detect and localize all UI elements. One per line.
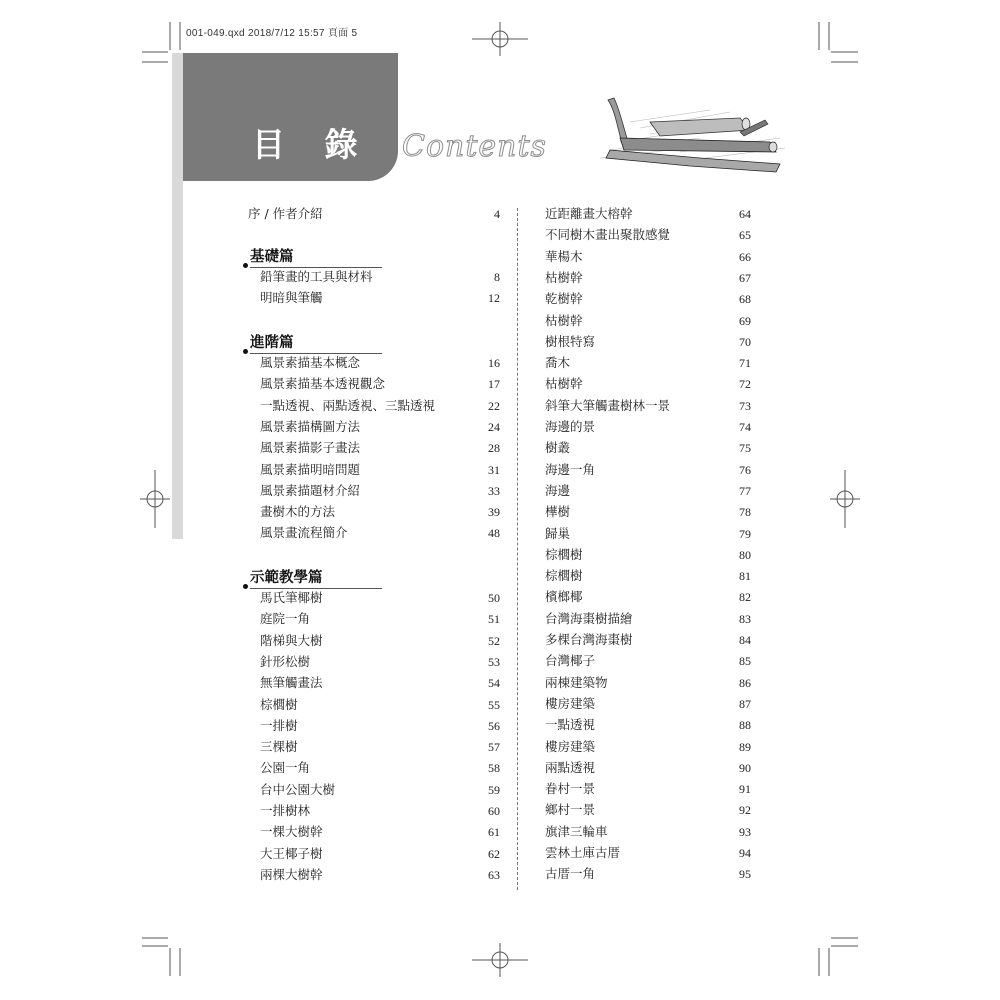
toc-entry-page: 12 [488,291,500,306]
toc-entry-page: 72 [739,377,751,392]
toc-entry-label: 多棵台灣海棗樹 [545,632,633,647]
toc-entry-label: 枯樹幹 [545,269,583,285]
toc-entry-page: 87 [739,696,751,711]
section-heading: 示範教學篇 [250,570,323,586]
column-divider [517,208,518,890]
toc-entry-label: 風景畫流程簡介 [260,525,348,541]
toc-entry-label: 華楊木 [545,248,583,264]
toc-entry-page: 91 [739,782,751,797]
toc-entry-label: 一點透視 [545,717,596,733]
toc-entry-label: 三棵樹 [260,739,298,755]
toc-entry-page: 80 [739,547,751,562]
toc-entry-label: 明暗與筆觸 [260,290,323,306]
toc-entry-label: 一點透視、兩點透視、三點透視 [260,397,436,413]
toc-entry-label: 古厝一角 [545,866,596,882]
toc-entry-page: 28 [488,441,500,456]
toc-entry-page: 94 [739,846,751,860]
toc-entry-label: 乾樹幹 [545,291,583,307]
toc-entry-page: 8 [494,270,500,284]
toc-entry-label: 棕櫚樹 [545,568,583,584]
toc-entry-page: 54 [488,676,500,691]
toc-entry-label: 鉛筆畫的工具與材料 [260,269,373,284]
toc-entry-page: 59 [488,782,500,797]
log-sketch-illustration [590,92,790,182]
print-slug: 001-049.qxd 2018/7/12 15:57 頁面 5 [186,28,358,39]
toc-entry-label: 樹根特寫 [545,333,596,349]
toc-entry-page: 57 [488,740,500,755]
toc-entry-page: 93 [739,824,751,839]
toc-entry-page: 71 [739,356,751,371]
toc-entry-label: 近距離畫大榕幹 [545,206,633,221]
toc-entry-page: 51 [488,612,500,627]
toc-entry-label: 歸巢 [545,525,571,541]
toc-entry-page: 92 [739,803,751,818]
toc-entry-label: 樓房建築 [545,738,596,754]
toc-entry-page: 65 [739,228,751,243]
toc-entry-label: 海邊一角 [545,461,596,477]
toc-entry-page: 56 [488,718,500,733]
toc-entry-label: 風景素描題材介紹 [260,482,361,498]
toc-entry-label: 台灣海棗樹描繪 [545,610,633,626]
toc-entry-page: 64 [739,207,751,221]
toc-entry-page: 95 [739,867,751,882]
toc-entry-label: 檳榔椰 [545,589,583,605]
toc-entry-page: 33 [488,483,500,498]
toc-entry-page: 60 [488,804,500,818]
toc-entry-page: 79 [739,526,751,541]
section-bullet [243,263,248,268]
toc-entry-page: 16 [488,356,500,370]
toc-entry-label: 風景素描基本概念 [260,355,361,370]
toc-entry-label: 鄉村一景 [545,802,596,818]
toc-entry-label: 樓房建築 [545,695,596,711]
toc-entry-label: 一棵大樹幹 [260,824,323,840]
toc-entry-page: 48 [488,526,500,541]
toc-entry-page: 86 [739,675,751,690]
page-title: 目 錄 [252,125,372,164]
toc-entry-label: 公園一角 [260,760,311,776]
toc-entry-page: 85 [739,654,751,669]
toc-entry-label: 無筆觸畫法 [260,675,323,691]
toc-entry-page: 31 [488,462,500,477]
section-underline [250,353,382,354]
section-heading: 基礎篇 [250,249,294,265]
toc-entry-label: 棕櫚樹 [260,696,298,712]
toc-entry-label: 針形松樹 [260,653,311,669]
toc-entry-page: 83 [739,611,751,626]
toc-entry-label: 台灣椰子 [545,653,596,669]
toc-entry-page: 62 [488,846,500,861]
toc-entry-label: 海邊 [545,482,571,498]
toc-entry-label: 兩棟建築物 [545,674,608,690]
toc-entry-label: 樹叢 [545,440,571,456]
toc-entry-page: 70 [739,334,751,349]
toc-entry-label: 風景素描明暗問題 [260,461,361,477]
toc-entry-page: 75 [739,441,751,456]
toc-entry-label: 海邊的景 [545,419,596,434]
toc-entry-page: 17 [488,377,500,392]
toc-entry-label: 棕櫚樹 [545,546,583,562]
toc-entry-page: 90 [739,760,751,775]
toc-entry-page: 61 [488,825,500,840]
toc-entry-page: 66 [739,249,751,264]
toc-entry-label: 兩棵大樹幹 [260,866,323,882]
toc-entry-page: 52 [488,633,500,648]
section-underline [250,267,382,268]
toc-entry-label: 風景素描構圖方法 [260,418,361,434]
toc-entry-label: 風景素描影子畫法 [260,440,361,456]
toc-entry-page: 73 [739,398,751,413]
toc-entry-label: 不同樹木畫出聚散感覺 [545,227,671,243]
toc-entry-page: 74 [739,420,751,434]
toc-entry-page: 22 [488,398,500,413]
toc-entry-label: 大王椰子樹 [260,845,323,861]
toc-entry-page: 89 [739,739,751,754]
toc-entry-label: 風景素描基本透視觀念 [260,376,386,392]
toc-entry-page: 84 [739,633,751,647]
toc-entry-page: 53 [488,654,500,669]
toc-entry-page: 24 [488,419,500,434]
toc-entry-label: 旗津三輪車 [545,823,608,839]
toc-entry-page: 68 [739,292,751,307]
toc-entry-label: 序 / 作者介紹 [248,206,323,221]
toc-entry-label: 雲林土庫古厝 [545,845,621,860]
toc-entry-label: 階梯與大樹 [260,632,323,648]
toc-entry-page: 67 [739,270,751,285]
toc-entry-label: 樺樹 [545,504,571,520]
toc-entry-page: 88 [739,718,751,733]
toc-entry-label: 一排樹 [260,717,298,733]
toc-entry-page: 78 [739,505,751,520]
toc-entry-label: 庭院一角 [260,611,311,627]
toc-entry-page: 58 [488,761,500,776]
toc-entry-label: 喬木 [545,355,571,371]
side-strip [172,53,183,539]
section-underline [250,588,382,589]
toc-entry-label: 畫樹木的方法 [260,504,336,520]
toc-entry-label: 枯樹幹 [545,376,583,392]
toc-entry-page: 82 [739,590,751,605]
toc-entry-page: 39 [488,505,500,520]
toc-entry-page: 81 [739,569,751,584]
toc-entry-page: 63 [488,867,500,882]
section-heading: 進階篇 [250,335,294,351]
toc-entry-label: 馬氏筆椰樹 [260,590,323,605]
toc-entry-page: 55 [488,697,500,712]
toc-entry-page: 69 [739,313,751,328]
toc-entry-label: 斜筆大筆觸畫樹林一景 [545,397,671,413]
toc-entry-label: 枯樹幹 [545,312,583,328]
toc-entry-page: 4 [494,207,500,221]
toc-entry-label: 一排樹林 [260,803,311,818]
contents-heading: Contents [402,129,547,164]
section-bullet [243,349,248,354]
toc-entry-label: 眷村一景 [545,781,596,797]
section-bullet [243,584,248,589]
toc-entry-label: 台中公園大樹 [260,781,336,797]
toc-entry-page: 50 [488,591,500,605]
toc-entry-page: 77 [739,483,751,498]
toc-entry-label: 兩點透視 [545,759,596,775]
toc-entry-page: 76 [739,462,751,477]
